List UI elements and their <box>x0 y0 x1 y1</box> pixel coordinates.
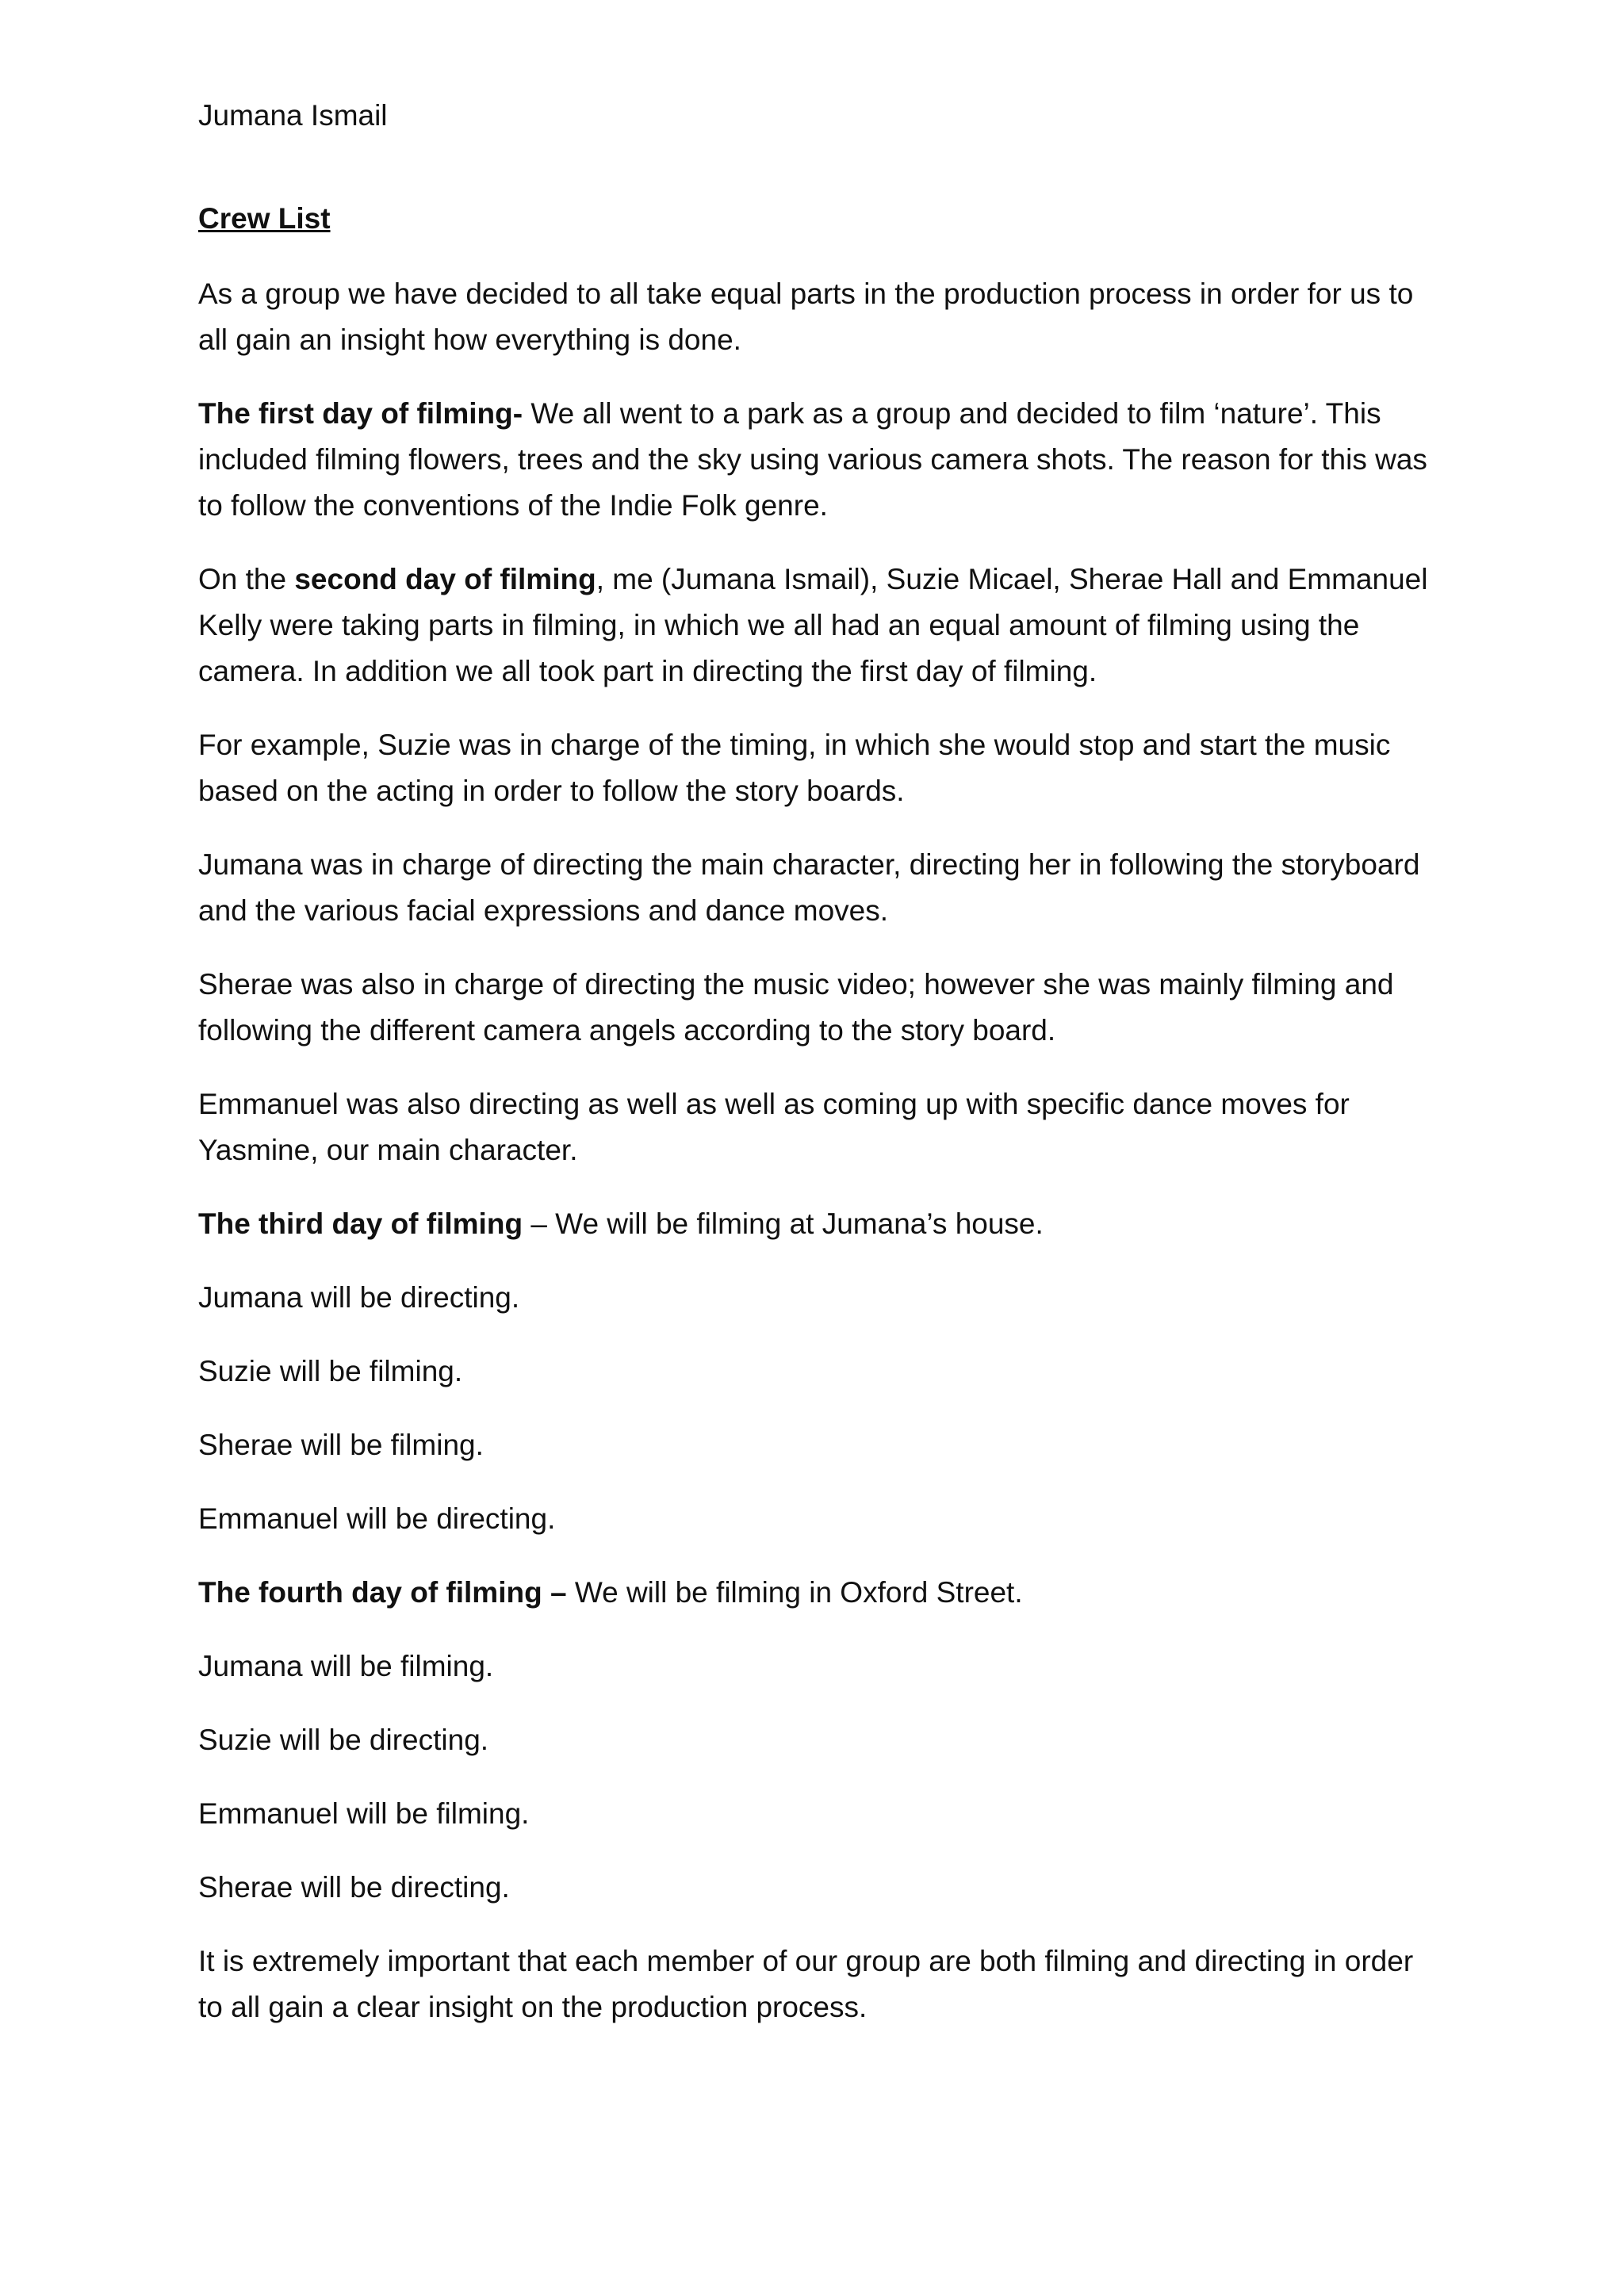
sherae-role-paragraph: Sherae was also in charge of directing the music video; however she was mainly filming and following the different camera angels according to the story board. <box>198 968 1394 1047</box>
day3-assignment: Sherae will be filming. <box>198 1429 484 1461</box>
day3-assignment: Jumana will be directing. <box>198 1281 520 1314</box>
document-body <box>198 94 1435 2058</box>
day4-heading: The fourth day of filming – <box>198 1576 567 1609</box>
day2-prefix: On the <box>198 563 295 595</box>
conclusion-paragraph: It is extremely important that each member of our group are both filming and directing in order to all gain a clear insight on the production process. <box>198 1945 1414 2023</box>
day1-heading: The first day of filming- <box>198 397 523 430</box>
jumana-role-paragraph: Jumana was in charge of directing the main character, directing her in following the storyboard and the various facial expressions and dance moves. <box>198 848 1420 927</box>
emmanuel-role-paragraph: Emmanuel was also directing as well as well as coming up with specific dance moves for Yasmine, our main character. <box>198 1088 1350 1166</box>
day4-text: We will be filming in Oxford Street. <box>566 1576 1023 1609</box>
document-title: Crew List <box>198 202 331 235</box>
intro-paragraph: As a group we have decided to all take equal parts in the production process in order for us to all gain an insight how everything is done. <box>198 277 1414 356</box>
day3-paragraph <box>198 1201 1435 1247</box>
day4-assignment: Suzie will be directing. <box>198 1724 489 1756</box>
day2-text: , me (Jumana Ismail), Suzie Micael, Sherae Hall and Emmanuel Kelly were taking parts in filming, in which we all had an equal amount of filming using the camera. In addition we all took part in directing the first day of filming. <box>198 563 1428 687</box>
day3-text: – We will be filming at Jumana’s house. <box>523 1207 1044 1240</box>
day4-assignment: Sherae will be directing. <box>198 1871 510 1904</box>
day3-assignment: Emmanuel will be directing. <box>198 1502 556 1535</box>
day2-heading: second day of filming <box>294 563 596 595</box>
day4-paragraph <box>198 1570 1435 1616</box>
day4-assignment: Emmanuel will be filming. <box>198 1797 530 1830</box>
day1-paragraph <box>198 391 1435 529</box>
suzie-role-paragraph: For example, Suzie was in charge of the timing, in which she would stop and start the music based on the acting in order to follow the story boards. <box>198 729 1391 807</box>
day3-heading: The third day of filming <box>198 1207 523 1240</box>
header-author: Jumana Ismail <box>198 99 388 132</box>
day3-assignment: Suzie will be filming. <box>198 1355 463 1387</box>
day4-assignment: Jumana will be filming. <box>198 1650 494 1682</box>
day1-text: We all went to a park as a group and decided to film ‘nature’. This included filming flowers, trees and the sky using various camera shots. The reason for this was to follow the conventions of the Indie Folk genre. <box>198 397 1427 522</box>
day2-paragraph <box>198 557 1435 695</box>
